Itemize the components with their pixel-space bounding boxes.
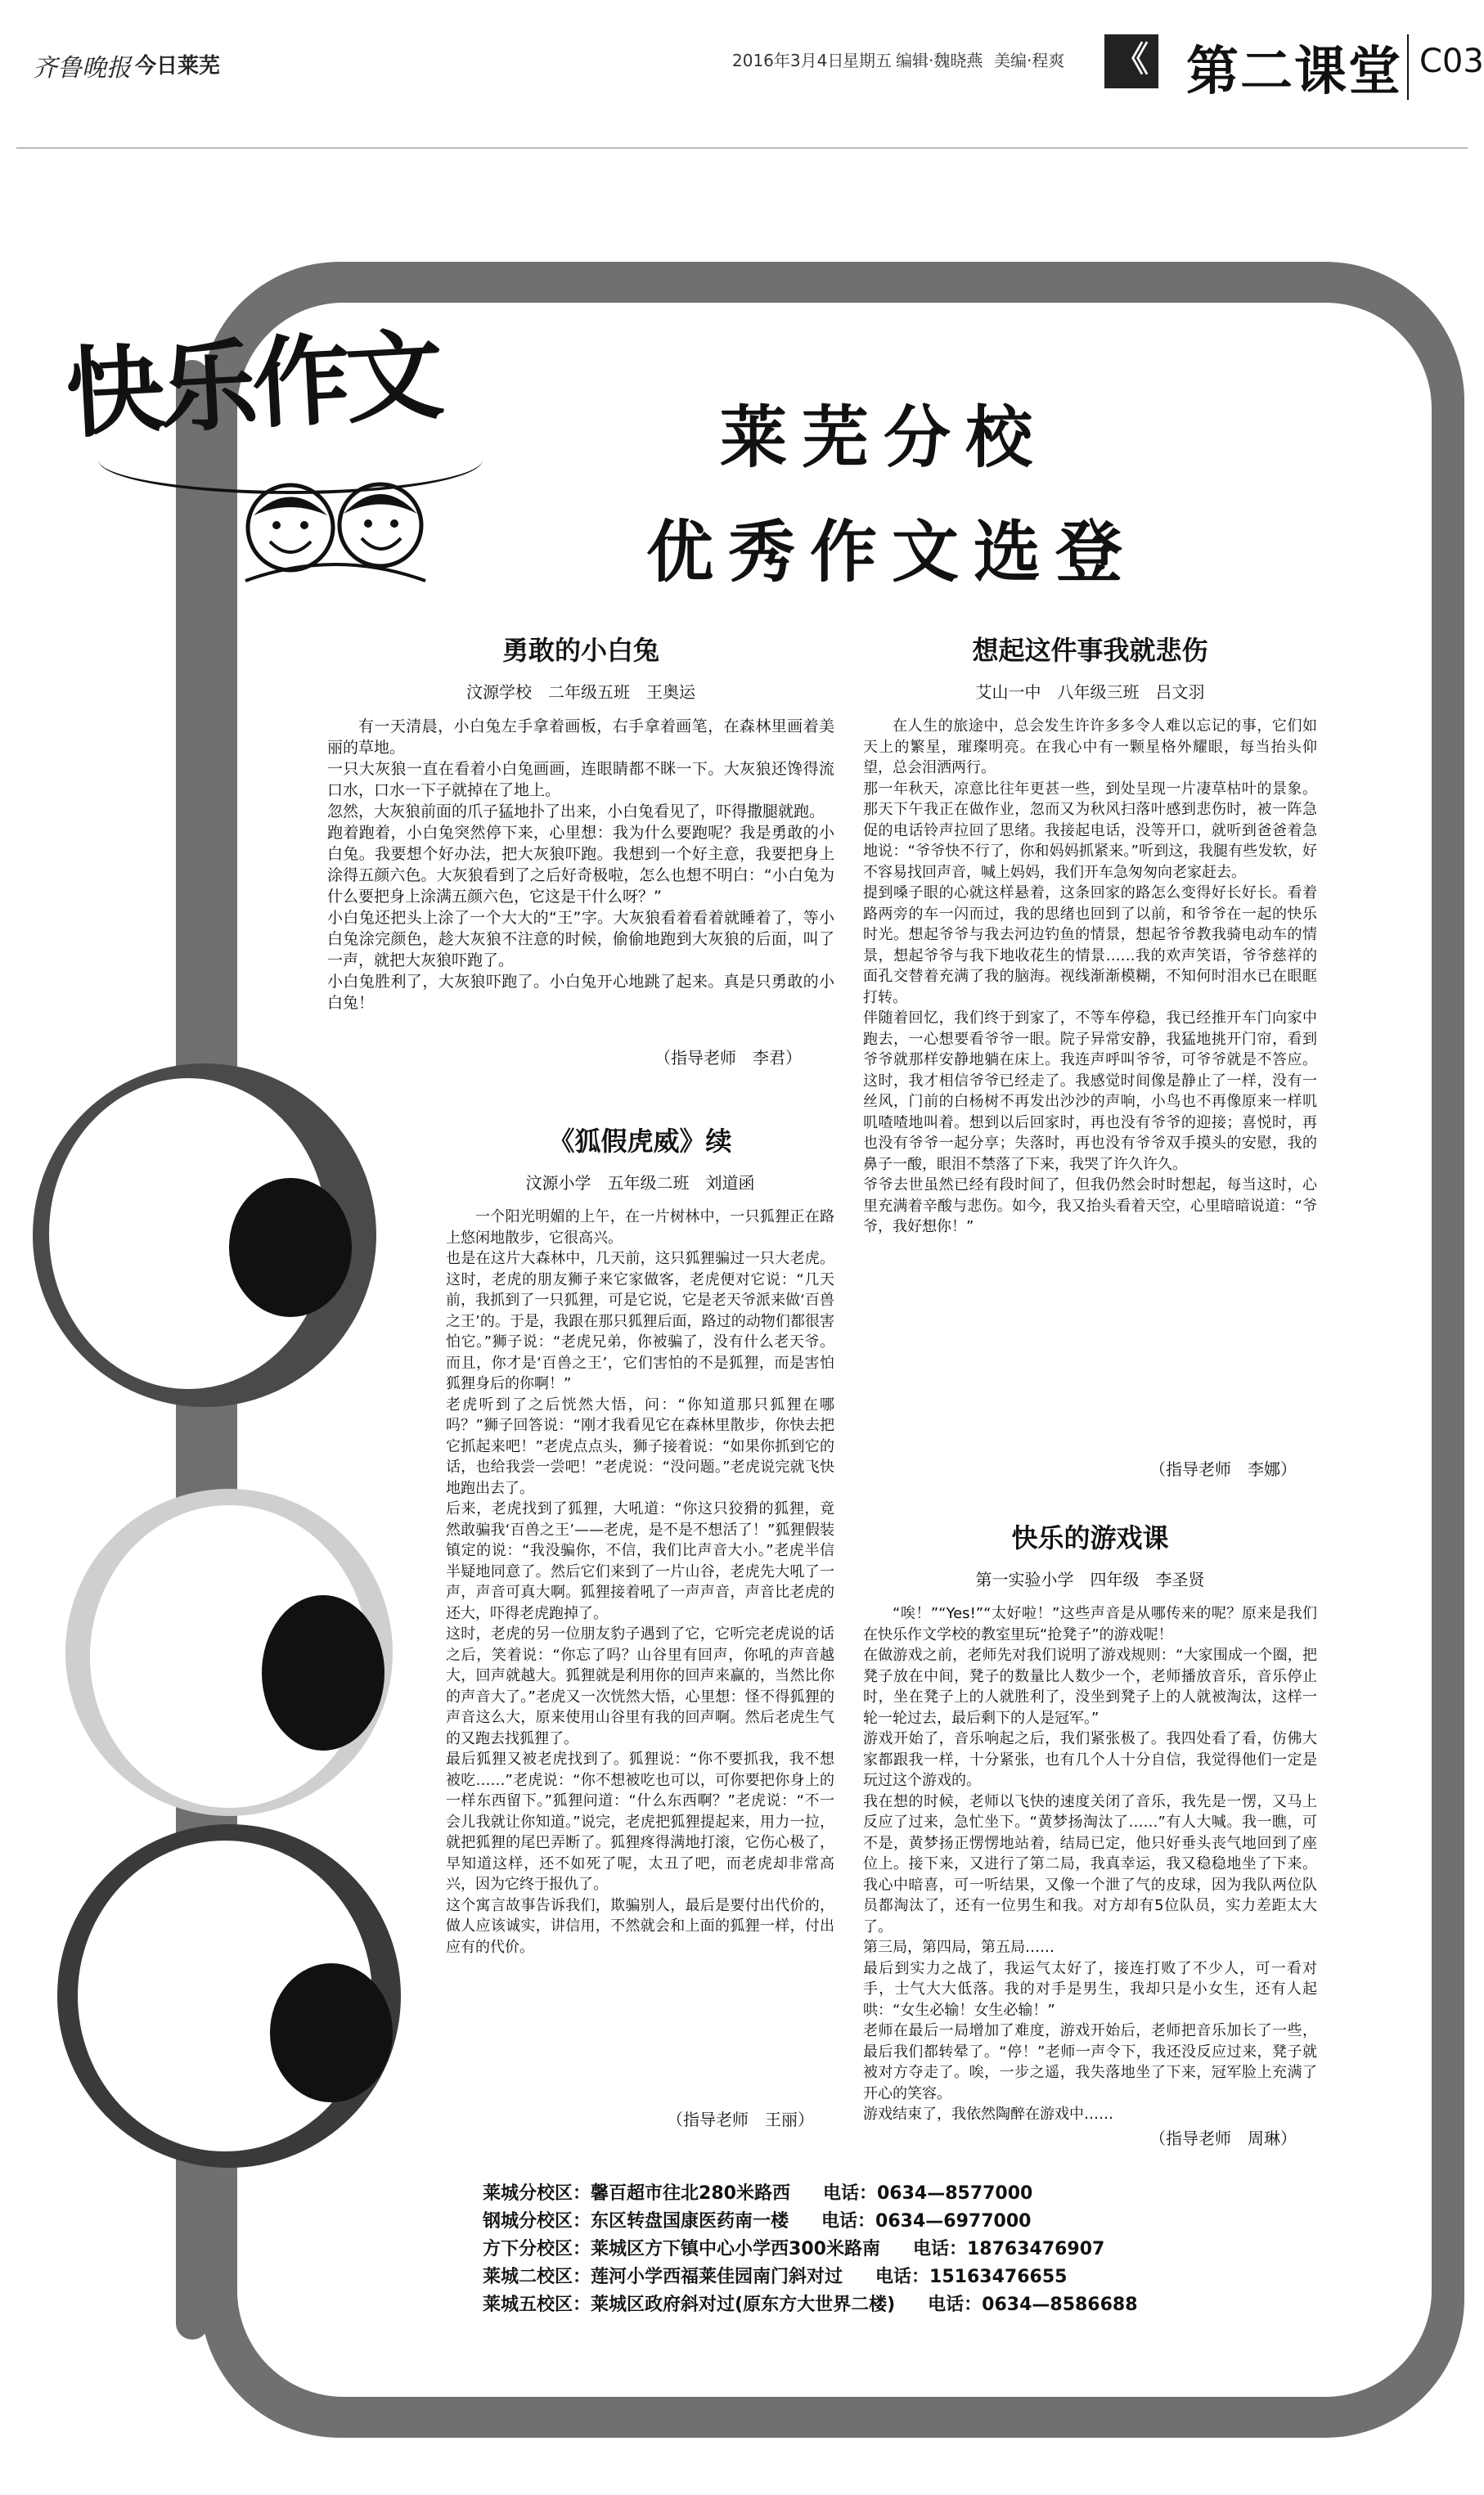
branch-address: 莱城区政府斜对过(原东方大世界二楼) bbox=[591, 2295, 896, 2315]
chevron-icon: 《 bbox=[1104, 34, 1158, 88]
paper-name: 齐鲁晚报 bbox=[33, 54, 131, 83]
issue-date: 2016年3月4日 bbox=[732, 51, 844, 70]
branch-address: 馨百超市往北280米路西 bbox=[591, 2183, 790, 2204]
designer-credit: 美编·程爽 bbox=[994, 51, 1065, 70]
phone-label: 电话： bbox=[875, 2267, 930, 2287]
page-section-title: 第二课堂 bbox=[1186, 42, 1402, 102]
branch-name: 钢城分校区： bbox=[483, 2211, 591, 2232]
branch-address: 莱城区方下镇中心小学西300米路南 bbox=[591, 2239, 880, 2259]
contact-row bbox=[483, 2236, 1219, 2263]
branch-name: 莱城分校区： bbox=[483, 2183, 591, 2204]
smiley-faces-icon bbox=[237, 474, 434, 589]
phone-number: 0634—8586688 bbox=[982, 2295, 1138, 2315]
contact-row bbox=[483, 2208, 1219, 2236]
article-byline: 汶源小学 五年级二班 刘道函 bbox=[525, 1173, 755, 1193]
script-title: 快乐作文 bbox=[63, 317, 442, 452]
article-teacher: （指导老师 李娜） bbox=[1149, 1459, 1297, 1479]
headline-line2: 优秀作文选登 bbox=[646, 514, 1138, 591]
article-byline: 汶源学校 二年级五班 王奥运 bbox=[466, 682, 695, 702]
editor-credit: 编辑·魏晓燕 bbox=[896, 51, 983, 70]
branch-address: 莲河小学西福莱佳园南门斜对过 bbox=[591, 2267, 843, 2287]
phone-label: 电话： bbox=[928, 2295, 983, 2315]
article-byline: 第一实验小学 四年级 李圣贤 bbox=[975, 1570, 1205, 1589]
eye-pupil-icon bbox=[270, 1963, 393, 2102]
contact-row bbox=[483, 2180, 1219, 2208]
contact-row bbox=[483, 2263, 1219, 2291]
phone-label: 电话： bbox=[822, 2183, 877, 2204]
phone-label: 电话： bbox=[912, 2239, 967, 2259]
phone-number: 15163476655 bbox=[929, 2267, 1068, 2287]
article-byline: 艾山一中 八年级三班 吕文羽 bbox=[975, 682, 1205, 702]
branch-contact-list bbox=[483, 2180, 1219, 2319]
phone-number: 18763476907 bbox=[966, 2239, 1105, 2259]
article-teacher: （指导老师 周琳） bbox=[1149, 2129, 1297, 2148]
phone-number: 0634—6977000 bbox=[875, 2211, 1032, 2232]
section-name: 今日莱芜 bbox=[135, 54, 221, 79]
article-body: 一个阳光明媚的上午，在一片树林中，一只狐狸正在路上悠闲地散步，它很高兴。 也是在这片大森林中，几天前，这只狐狸骗过一只大老虎。这时，老虎的朋友狮子来它家做客，老虎便对它说：“几天前，我抓到了一只狐狸，可是它说，它是老天爷派来做‘百兽之王’的。于是，我跟在那只狐狸后面，路过的动物们都很害怕它。”狮子说：“老虎兄弟，你被骗了，没有什么老天爷。而且，你才是‘百兽之王’，它们害怕的不是狐狸，而是害怕狐狸身后的你啊！” 老虎听到了之后恍然大悟，问：“你知道那只狐狸在哪吗？”狮子回答说：“刚才我看见它在森林里散步，你快去把它抓起来吧！”老虎点点头，狮子接着说：“如果你抓到它的话，也给我尝一尝吧！”老虎说：“没问题。”老虎说完就飞快地跑出去了。 后来，老虎找到了狐狸，大吼道：“你这只狡猾的狐狸，竟然敢骗我‘百兽之王’——老虎，是不是不想活了！”狐狸假装镇定的说：“我没骗你，不信，我们比声音大小。”老虎半信半疑地同意了。然后它们来到了一片山谷，老虎先大吼了一声，声音可真大啊。狐狸接着吼了一声声音，声音比老虎的还大，吓得老虎跑掉了。 这时，老虎的另一位朋友豹子遇到了它，它听完老虎说的话之后，笑着说：“你忘了吗？山谷里有回声，你吼的声音越大，回声就越大。狐狸就是利用你的回声来赢的，当然比你的声音大了。”老虎又一次恍然大悟，心里想：怪不得狐狸的声音这么大，原来使用山谷里有我的回声啊。然后老虎生气的又跑去找狐狸了。 最后狐狸又被老虎找到了。狐狸说：“你不要抓我，我不想被吃……”老虎说：“你不想被吃也可以，可你要把你身上的一样东西留下。”狐狸问道：“什么东西啊？”老虎说：“不一会儿我就让你知道。”说完，老虎把狐狸提起来，用力一拉，就把狐狸的尾巴弄断了。狐狸疼得满地打滚，它伤心极了，早知道这样，还不如死了呢，太丑了吧，而老虎却非常高兴，因为它终于报仇了。 这个寓言故事告诉我们，欺骗别人，最后是要付出代价的，做人应该诚实，讲信用，不然就会和上面的狐狸一样，付出应有的代价。 bbox=[446, 1208, 834, 1956]
eye-pupil-icon bbox=[262, 1595, 384, 1751]
eye-pupil-icon bbox=[229, 1178, 352, 1317]
phone-number: 0634—8577000 bbox=[876, 2183, 1033, 2204]
branch-address: 东区转盘国康医药南一楼 bbox=[591, 2211, 789, 2232]
article-title: 《狐假虎威》续 bbox=[548, 1126, 732, 1157]
page-number: C03 bbox=[1419, 43, 1484, 80]
masthead-divider bbox=[1407, 34, 1409, 100]
article-body: 有一天清晨，小白兔左手拿着画板，右手拿着画笔，在森林里画着美丽的草地。 一只大灰狼一直在看着小白兔画画，连眼睛都不眯一下。大灰狼还馋得流口水，口水一下子就掉在了地上。 忽然，大灰狼前面的爪子猛地扑了出来，小白兔看见了，吓得撒腿就跑。 跑着跑着，小白兔突然停下来，心里想：我为什么要跑呢？我是勇敢的小白兔。我要想个好办法，把大灰狼吓跑。我想到一个好主意，我要把身上涂得五颜六色。大灰狼看到了之后好奇极啦，怎么也想不明白：“小白兔为什么要把身上涂满五颜六色，它这是干什么呀？” 小白兔还把头上涂了一个大大的“王”字。大灰狼看着看着就睡着了，等小白兔涂完颜色，趁大灰狼不注意的时候，偷偷地跑到大灰狼的后面，叫了一声，就把大灰狼吓跑了。 小白兔胜利了，大灰狼吓跑了。小白兔开心地跳了起来。真是只勇敢的小白兔！ bbox=[327, 717, 834, 1012]
header-rule bbox=[16, 147, 1468, 149]
branch-name: 方下分校区： bbox=[483, 2239, 591, 2259]
article-teacher: （指导老师 李君） bbox=[654, 1048, 802, 1068]
article-title: 想起这件事我就悲伤 bbox=[972, 635, 1208, 666]
contact-row bbox=[483, 2291, 1219, 2319]
article-title: 快乐的游戏课 bbox=[1011, 1522, 1169, 1553]
phone-label: 电话： bbox=[821, 2211, 876, 2232]
article-body: “唉！”“Yes!”“太好啦！”这些声音是从哪传来的呢？原来是我们在快乐作文学校的教室里玩“抢凳子”的游戏呢！ 在做游戏之前，老师先对我们说明了游戏规则：“大家围成一个圈，把凳子放在中间，凳子的数量比人数少一个，老师播放音乐，音乐停止时，坐在凳子上的人就胜利了，没坐到凳子上的人就被淘汰，这样一轮一轮过去，最后剩下的人是冠军。” 游戏开始了，音乐响起之后，我们紧张极了。我四处看了看，仿佛大家都跟我一样，十分紧张，也有几个人十分自信，我觉得他们一定是玩过这个游戏的。 我在想的时候，老师以飞快的速度关闭了音乐，我先是一愣，又马上反应了过来，急忙坐下。“黄梦扬淘汰了……”有人大喊。我一瞧，可不是，黄梦扬正愣愣地站着，结局已定，他只好垂头丧气地回到了座位上。接下来，又进行了第二局，我真幸运，我又稳稳地坐了下来。我心中暗喜，可一听结果，又像一个泄了气的皮球，因为我队两位队员都淘汰了，还有一位男生和我。对方却有5位队员，实力差距太大了。 第三局，第四局，第五局…… 最后到实力之战了，我运气太好了，接连打败了不少人，可一看对手，士气大大低落。我的对手是男生，我却只是小女生，还有人起哄：“女生必输！女生必输！” 老师在最后一局增加了难度，游戏开始后，老师把音乐加长了一些，最后我们都转晕了。“停！”老师一声令下，我还没反应过来，凳子就被对方夺走了。唉，一步之遥，我失落地坐了下来，冠军脸上充满了开心的笑容。 游戏结束了，我依然陶醉在游戏中…… bbox=[863, 1605, 1317, 2123]
headline-line1: 莱芜分校 bbox=[720, 399, 1048, 477]
issue-weekday: 星期五 bbox=[843, 51, 892, 70]
branch-name: 莱城二校区： bbox=[483, 2267, 591, 2287]
article-body: 在人生的旅途中，总会发生许许多多令人难以忘记的事，它们如天上的繁星，璀璨明亮。在我心中有一颗星格外耀眼，每当抬头仰望，总会泪洒两行。 那一年秋天，凉意比往年更甚一些，到处呈现一片凄草枯叶的景象。那天下午我正在做作业，忽而又为秋风扫落叶感到悲伤时，被一阵急促的电话铃声拉回了思绪。我接起电话，没等开口，就听到爸爸着急地说：“爷爷快不行了，你和妈妈抓紧来。”听到这，我腿有些发软，好不容易找回声音，喊上妈妈，我们开车急匆匆向老家赶去。 提到嗓子眼的心就这样悬着，这条回家的路怎么变得好长好长。看着路两旁的车一闪而过，我的思绪也回到了以前，和爷爷在一起的快乐时光。想起爷爷与我去河边钓鱼的情景，想起爷爷教我骑电动车的情景，想起爷爷与我下地收花生的情景……我的欢声笑语，爷爷慈祥的面孔交替着充满了我的脑海。视线渐渐模糊，不知何时泪水已在眼眶打转。 伴随着回忆，我们终于到家了，不等车停稳，我已经推开车门向家中跑去，一心想要看爷爷一眼。院子异常安静，我猛地挑开门帘，看到爷爷就那样安静地躺在床上。我连声呼叫爷爷，可爷爷就是不答应。这时，我才相信爷爷已经走了。我感觉时间像是静止了一样，没有一丝风，门前的白杨树不再发出沙沙的声响，小鸟也不再像原来一样叽叽喳喳地叫着。想到以后回家时，再也没有爷爷的迎接；喜悦时，再也没有爷爷一起分享；失落时，再也没有爷爷双手摸头的安慰，我的鼻子一酸，眼泪不禁落了下来，我哭了许久许久。 爷爷去世虽然已经有段时间了，但我仍然会时时想起，每当这时，心里充满着辛酸与悲伤。如今，我又抬头看着天空，心里暗暗说道：“爷爷，我好想你！” bbox=[863, 717, 1317, 1235]
branch-name: 莱城五校区： bbox=[483, 2295, 591, 2315]
article-teacher: （指导老师 王丽） bbox=[667, 2110, 814, 2129]
masthead bbox=[0, 0, 1484, 123]
article-title: 勇敢的小白兔 bbox=[501, 635, 659, 666]
